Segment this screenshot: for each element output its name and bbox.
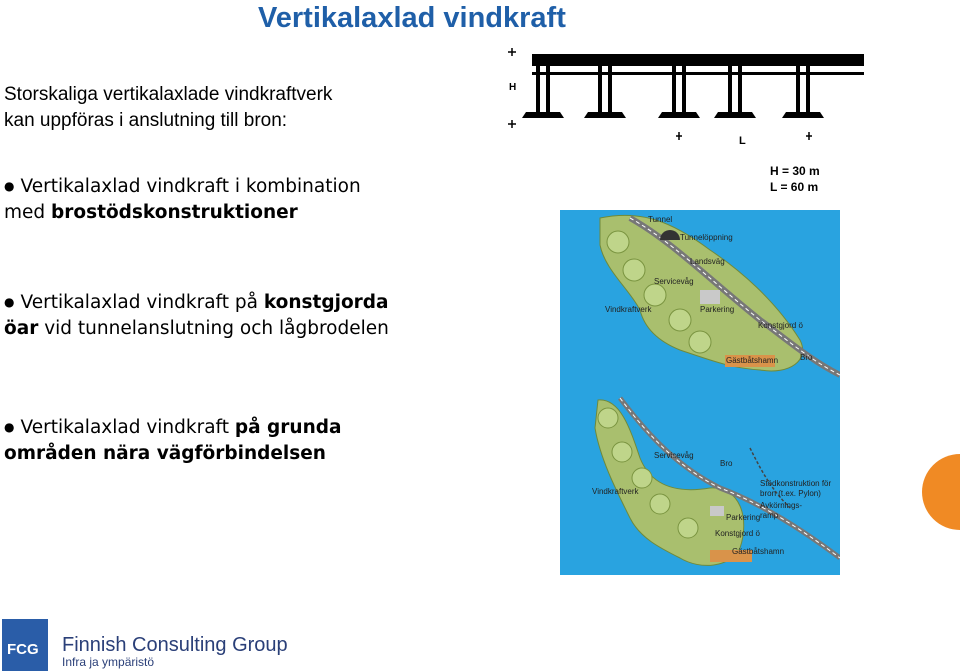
bullet-artificial-islands: [4, 289, 389, 342]
bullet-text: Vertikalaxlad vindkraft på: [20, 292, 264, 313]
label-vindkraftverk: Vindkraftverk: [605, 305, 652, 314]
artificial-island-map: [560, 210, 840, 380]
label-servicevag: Servicevåg: [654, 451, 694, 460]
bullet-shallow-areas: [4, 414, 341, 467]
label-gastbatshamn: Gästbåtshamn: [732, 547, 785, 556]
bullet-text: vid tunnelanslutning och lågbrodelen: [38, 318, 389, 339]
company-tagline: Infra ja ympäristö: [62, 655, 155, 669]
bridge-deck: [532, 54, 864, 75]
bullet-dot-icon: ●: [4, 420, 15, 434]
bullet-text: Vertikalaxlad vindkraft i kombination: [20, 176, 361, 197]
label-tunnel-opening: Tunnelöppning: [680, 233, 733, 242]
label-gastbatshamn: Gästbåtshamn: [726, 356, 779, 365]
label-stodkonstruktion-1: Stödkonstruktion för: [760, 479, 832, 488]
label-parkering: Parkering: [700, 305, 735, 314]
label-vindkraftverk: Vindkraftverk: [592, 487, 639, 496]
diagram-h-label: H: [509, 82, 517, 93]
parking-icon: [710, 506, 724, 516]
intro-text: [4, 82, 332, 134]
bullet-bold-text: på grunda: [234, 417, 342, 438]
bullet-text: Vertikalaxlad vindkraft: [20, 417, 235, 438]
bridge-section-diagram: [500, 40, 870, 200]
bullet-dot-icon: ●: [4, 179, 15, 193]
bullet-bold-text: konstgjorda: [263, 292, 389, 313]
label-bro: Bro: [800, 353, 813, 362]
company-name: Finnish Consulting Group: [62, 634, 288, 656]
shallow-area-map: [560, 378, 840, 575]
bullet-bridge-supports: [4, 173, 361, 226]
label-avkorning-2: ramp: [760, 511, 779, 520]
label-tunnel: Tunnel: [648, 215, 673, 224]
diagram-h-value: H = 30 m: [770, 164, 820, 178]
bullet-bold-text: brostödskonstruktioner: [51, 202, 298, 223]
label-parkering: Parkering: [726, 513, 761, 522]
intro-line-2: kan uppföras i anslutning till bron:: [4, 110, 288, 131]
bullet-bold-text: områden nära vägförbindelsen: [4, 443, 326, 464]
label-konstgjord-o: Konstgjord ö: [758, 321, 803, 330]
label-avkorning-1: Avkörnings-: [760, 501, 803, 510]
fcg-logo: [0, 616, 58, 671]
bullet-bold-text: öar: [4, 318, 39, 339]
diagram-l-value: L = 60 m: [770, 180, 819, 194]
bullet-dot-icon: ●: [4, 295, 15, 309]
label-stodkonstruktion-2: bron (t.ex. Pylon): [760, 489, 821, 498]
orange-accent-shape: [920, 452, 960, 532]
label-konstgjord-o: Konstgjord ö: [715, 529, 760, 538]
slide-title: Vertikalaxlad vindkraft: [258, 2, 566, 34]
label-bro: Bro: [720, 459, 733, 468]
intro-line-1: Storskaliga vertikalaxlade vindkraftverk: [4, 84, 333, 105]
parking-icon: [700, 290, 720, 304]
bullet-text: med: [4, 202, 52, 223]
label-landsvag: Landsväg: [690, 257, 725, 266]
label-servicevag: Servicevåg: [654, 277, 694, 286]
fcg-logo-text: FCG: [7, 641, 39, 658]
diagram-l-label: L: [739, 135, 746, 147]
